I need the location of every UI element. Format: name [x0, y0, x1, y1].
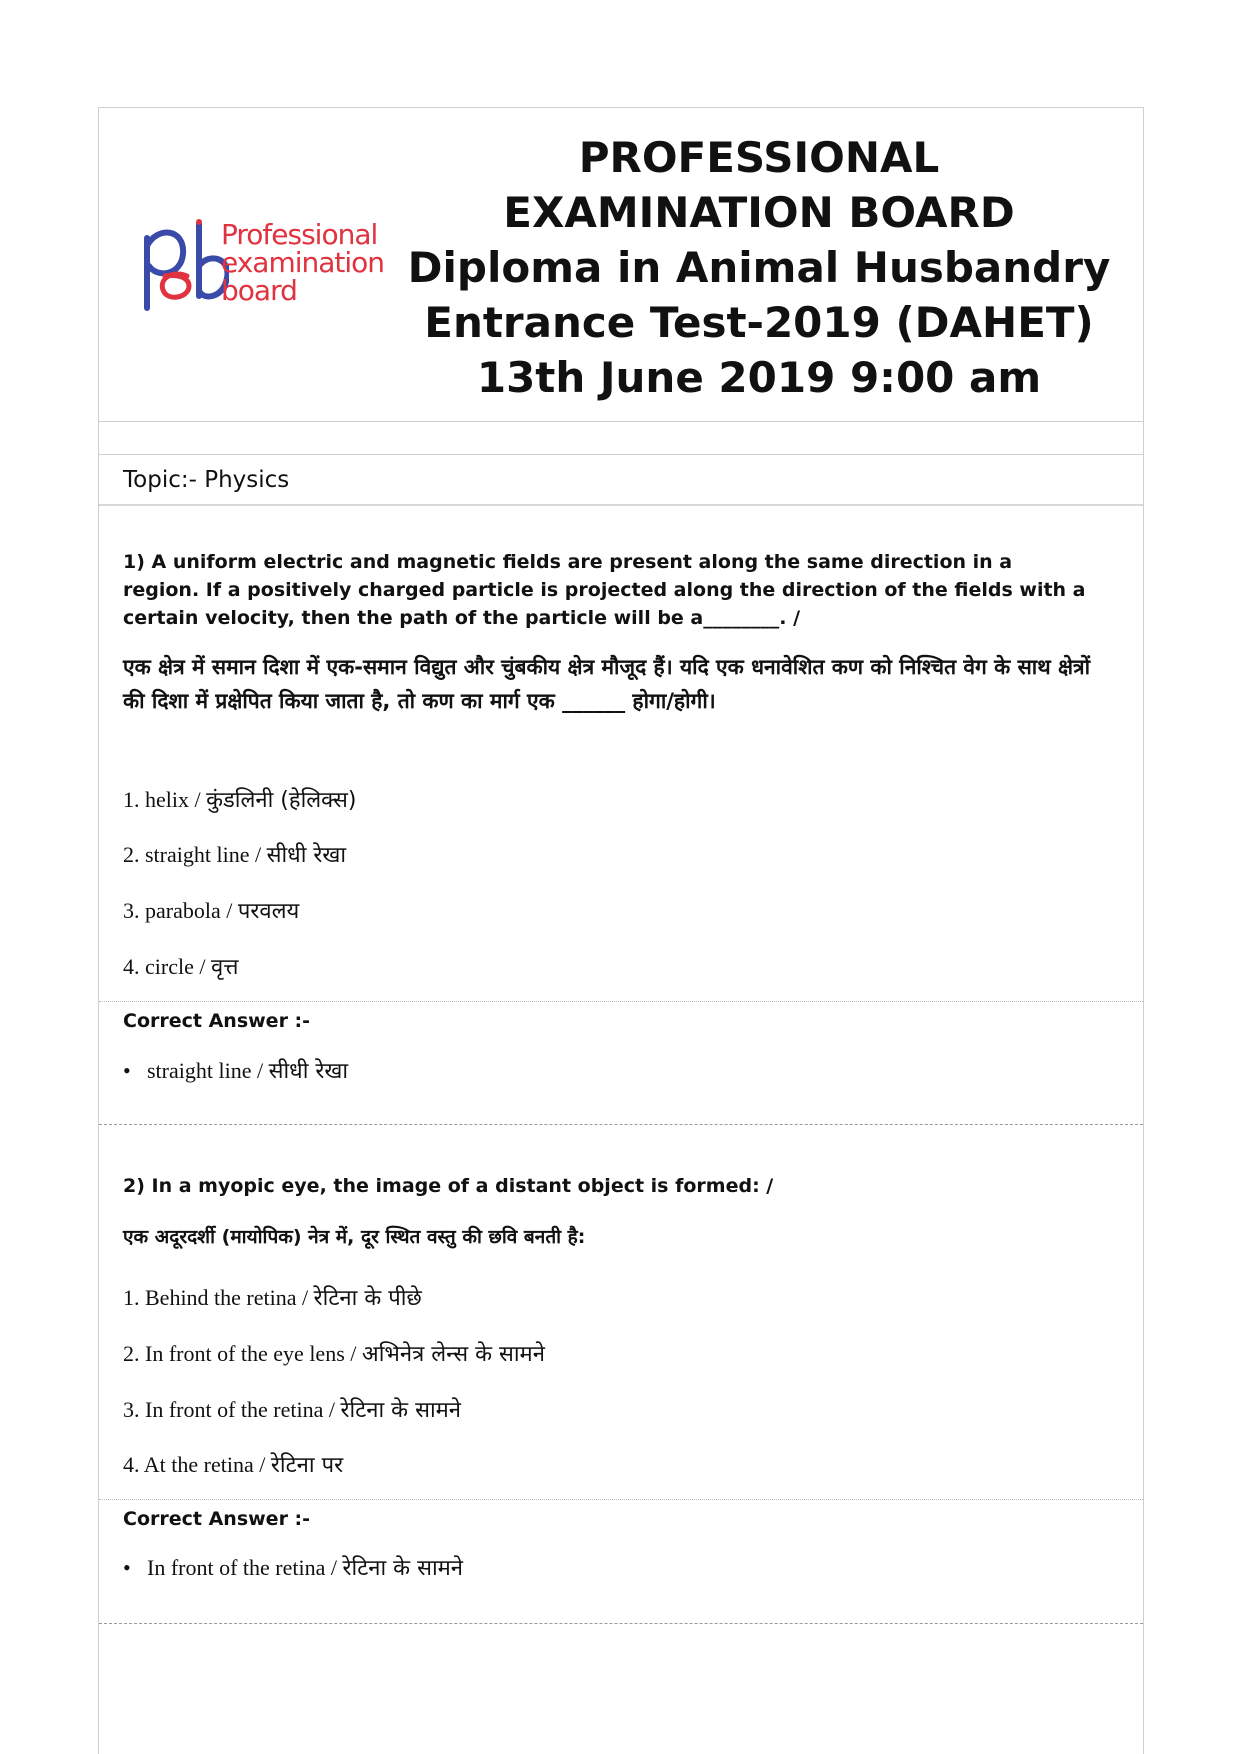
answer-sep: /: [325, 1555, 343, 1580]
question-1-number: 1): [123, 551, 145, 573]
logo-word-3: board: [221, 274, 297, 307]
option-text-hi: रेटिना के सामने: [340, 1398, 462, 1423]
option-number: 4.: [123, 1452, 140, 1477]
option-number: 3.: [123, 1397, 140, 1422]
option-number: 3.: [123, 898, 140, 923]
option-number: 2.: [123, 842, 140, 867]
answer-text-en: In front of the retina: [147, 1555, 326, 1580]
answer-text-hi: रेटिना के सामने: [342, 1556, 464, 1581]
option-sep: /: [220, 898, 238, 923]
option-text-en: In front of the eye lens: [145, 1341, 345, 1366]
question-2-answer-label: Correct Answer :-: [123, 1508, 311, 1530]
question-1-option-2: [123, 839, 346, 869]
question-1-option-3: [123, 895, 299, 925]
exam-sheet: [98, 107, 1144, 1754]
option-sep: /: [189, 787, 207, 812]
question-1-option-4: [123, 951, 238, 981]
option-number: 1.: [123, 787, 140, 812]
question-separator: [99, 1124, 1143, 1125]
option-text-hi: परवलय: [237, 899, 300, 924]
question-1-answer-label: Correct Answer :-: [123, 1010, 311, 1032]
topic-row: [99, 455, 1143, 506]
answer-sep: /: [251, 1058, 269, 1083]
question-1-text-hi: एक क्षेत्र में समान दिशा में एक-समान विद्युत और चुंबकीय क्षेत्र मौजूद हैं। यदि एक धनावेशित कण को निश्चित वेग के साथ क्षेत्रों की दिशा में प्रक्षेपित किया जाता है, तो कण का मार्ग एक ______ होगा/होगी।: [123, 655, 1091, 713]
option-text-en: Behind the retina: [145, 1285, 297, 1310]
question-2-text-hi: एक अदूरदर्शी (मायोपिक) नेत्र में, दूर स्थित वस्तु की छवि बनती है:: [123, 1226, 586, 1248]
option-number: 4.: [123, 954, 140, 979]
option-text-en: At the retina: [143, 1452, 254, 1477]
question-2-option-1: [123, 1282, 422, 1312]
option-sep: /: [296, 1285, 314, 1310]
exam-header: [99, 108, 1143, 422]
bullet: •: [123, 1058, 131, 1083]
question-1-option-1: [123, 784, 357, 814]
question-2-number: 2): [123, 1175, 145, 1197]
topic-label: Topic:- Physics: [123, 467, 290, 493]
question-2-answer: [123, 1552, 463, 1582]
option-text-en: straight line: [145, 842, 250, 867]
option-text-en: circle: [145, 954, 194, 979]
title-line: Diploma in Animal Husbandry: [407, 243, 1111, 292]
option-number: 1.: [123, 1285, 140, 1310]
bullet: •: [123, 1555, 131, 1580]
question-1-text-en: [123, 548, 1093, 632]
exam-title: [399, 130, 1119, 405]
peb-logo-icon: [139, 218, 229, 328]
title-line: EXAMINATION BOARD: [503, 188, 1015, 237]
logo-word-1: Professional: [221, 218, 378, 251]
option-sep: /: [253, 1452, 271, 1477]
title-line: 13th June 2019 9:00 am: [476, 353, 1042, 402]
option-text-hi: सीधी रेखा: [266, 843, 347, 868]
peb-logo: [139, 218, 385, 328]
question-2-body: In a myopic eye, the image of a distant object is formed: /: [151, 1175, 774, 1197]
option-text-hi: कुंडलिनी (हेलिक्स): [206, 788, 357, 813]
option-text-en: helix: [145, 787, 189, 812]
question-2-option-4: [123, 1449, 343, 1479]
title-line: PROFESSIONAL: [578, 133, 940, 182]
logo-word-2: examination: [221, 246, 385, 279]
answer-divider: [99, 1001, 1143, 1002]
answer-divider: [99, 1499, 1143, 1500]
option-text-hi: रेटिना के पीछे: [313, 1286, 422, 1311]
question-1-body: A uniform electric and magnetic fields are present along the same direction in a region. If a positively charged particle is projected along the direction of the fields with a certain velocity, then the path of the particle will be a________. /: [123, 551, 1086, 629]
question-1-answer: [123, 1055, 348, 1085]
question-2-text-en: [123, 1172, 1093, 1200]
option-sep: /: [249, 842, 267, 867]
option-sep: /: [193, 954, 211, 979]
answer-text-en: straight line: [147, 1058, 252, 1083]
answer-text-hi: सीधी रेखा: [268, 1059, 349, 1084]
question-2-option-3: [123, 1394, 461, 1424]
option-sep: /: [323, 1397, 341, 1422]
spacer-row: [99, 422, 1143, 455]
option-number: 2.: [123, 1341, 140, 1366]
option-text-hi: अभिनेत्र लेन्स के सामने: [361, 1342, 545, 1367]
question-2-option-2: [123, 1338, 545, 1368]
title-line: Entrance Test-2019 (DAHET): [424, 298, 1094, 347]
option-sep: /: [344, 1341, 362, 1366]
option-text-hi: रेटिना पर: [270, 1453, 344, 1478]
option-text-en: parabola: [145, 898, 221, 923]
option-text-en: In front of the retina: [145, 1397, 324, 1422]
question-separator: [99, 1623, 1143, 1624]
option-text-hi: वृत्त: [210, 955, 239, 980]
